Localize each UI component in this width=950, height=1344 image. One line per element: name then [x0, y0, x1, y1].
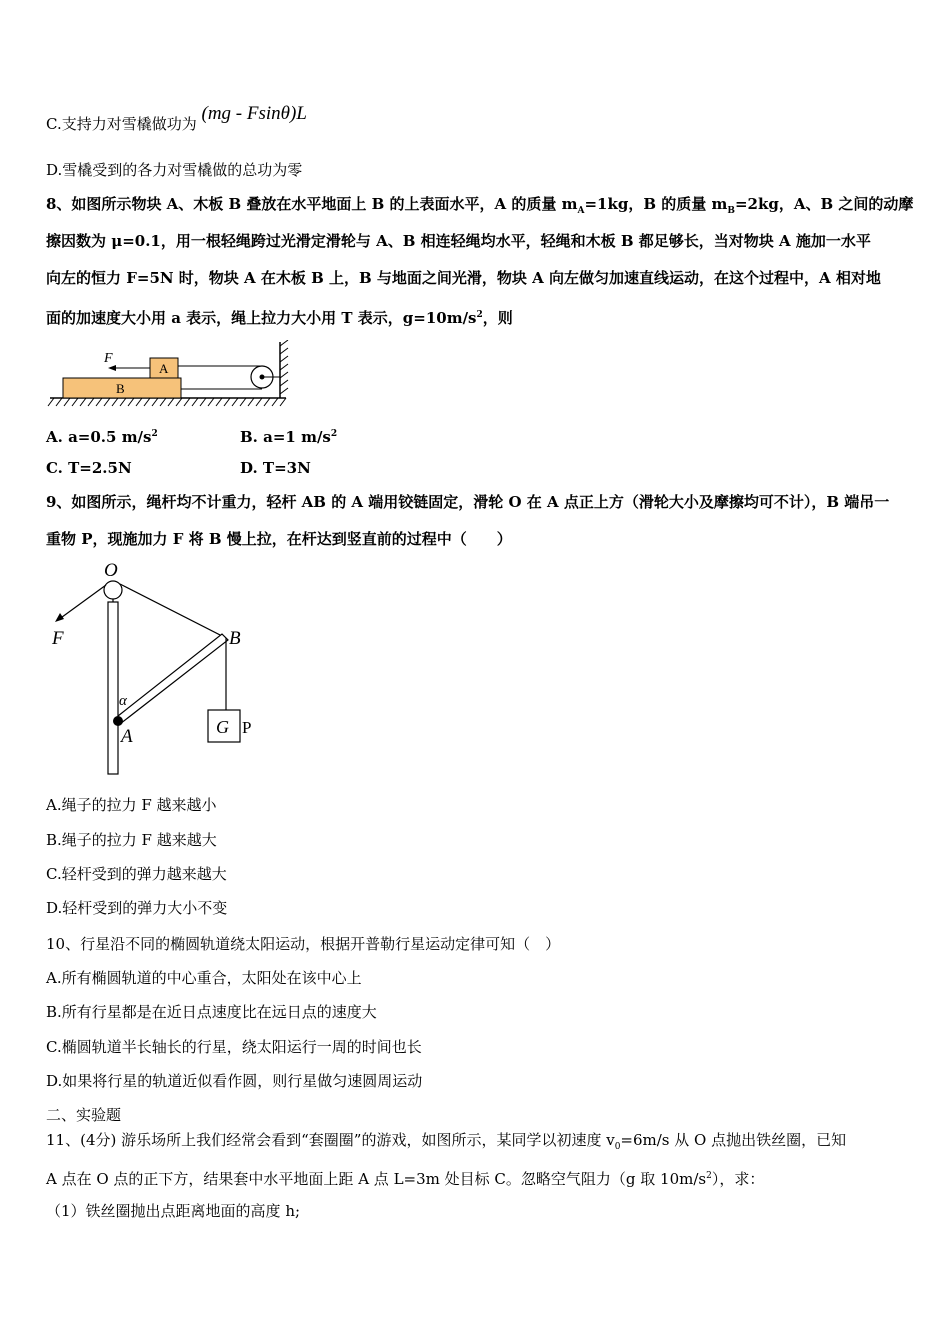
q8-option-a-text: A. a=0.5 m/s: [46, 428, 152, 446]
q11-line1-text: 11、(4分) 游乐场所上我们经常会看到“套圈圈”的游戏，如图所示，某同学以初速度 v: [46, 1131, 615, 1149]
q8-option-c: C. T=2.5N: [46, 459, 132, 477]
q8-stem-line3: 向左的恒力 F=5N 时，物块 A 在木板 B 上，B 与地面之间光滑，物块 A 向左做匀加速直线运动，在这个过程中，A 相对地: [46, 269, 881, 287]
q11-line2-text: A 点在 O 点的正下方，结果套中水平地面上距 A 点 L=3m 处目标 C。忽略空气阻力（g 取 10m/s: [46, 1170, 707, 1188]
q9-vertical-pole: [108, 602, 118, 774]
q9-pulley-o: [104, 581, 122, 599]
q8-line1b-text: =1kg，B 的质量 m: [584, 195, 728, 213]
q7-option-c-text: C.支持力对雪橇做功为: [46, 115, 197, 133]
q11-stem-line2: [46, 1166, 764, 1189]
q8-option-a: [46, 424, 158, 447]
q10-option-b: B.所有行星都是在近日点速度比在远日点的速度大: [46, 1003, 377, 1021]
q9-stem-line2: 重物 P，现施加力 F 将 B 慢上拉，在杆达到竖直前的过程中（ ）: [46, 530, 512, 548]
q7-option-d: D.雪橇受到的各力对雪橇做的总功为零: [46, 161, 303, 179]
q8-line4-sup: 2: [476, 310, 483, 320]
q7-option-c-formula: (mg - Fsinθ)L: [201, 103, 307, 124]
q11-line2-end: ），求：: [711, 1170, 765, 1188]
q11-line1-end: =6m/s 从 O 点抛出铁丝圈，已知: [620, 1131, 847, 1149]
q9-label-alpha: α: [119, 693, 127, 709]
q8-figure: [46, 340, 296, 410]
q8-label-b: B: [116, 381, 125, 396]
q8-option-a-sup: 2: [151, 429, 158, 439]
q10-option-a: A.所有椭圆轨道的中心重合，太阳处在该中心上: [46, 969, 362, 987]
q8-line1-text: 8、如图所示物块 A、木板 B 叠放在水平地面上 B 的上表面水平，A 的质量 m: [46, 195, 578, 213]
q8-ground-hatch: [48, 398, 286, 406]
q10-stem: 10、行星沿不同的椭圆轨道绕太阳运动，根据开普勒行星运动定律可知（ ）: [46, 935, 561, 953]
q11-line2-sup: 2: [706, 1171, 712, 1181]
q8-label-a: A: [159, 361, 169, 376]
q8-option-b: [240, 424, 337, 447]
q8-option-b-text: B. a=1 m/s: [240, 428, 331, 446]
q8-wall-hatch: [280, 340, 288, 394]
q8-line1-sub: A: [577, 206, 585, 216]
q7-option-c: [46, 103, 307, 134]
q9-label-a: A: [121, 726, 133, 747]
q8-option-b-sup: 2: [330, 429, 338, 439]
q9-label-f: F: [52, 628, 64, 649]
q9-label-p: P: [242, 718, 252, 737]
q10-option-c: C.椭圆轨道半长轴长的行星，绕太阳运行一周的时间也长: [46, 1038, 422, 1056]
q9-option-b: B.绳子的拉力 F 越来越大: [46, 831, 217, 849]
q9-option-c: C.轻杆受到的弹力越来越大: [46, 865, 227, 883]
q9-label-b: B: [229, 628, 241, 649]
q8-line1b-sub: B: [727, 206, 735, 216]
q9-rope-ob: [120, 584, 226, 638]
q10-option-d: D.如果将行星的轨道近似看作圆，则行星做匀速圆周运动: [46, 1072, 423, 1090]
q11-line1-sub: 0: [614, 1142, 621, 1152]
q8-stem-line2: 擦因数为 μ=0.1，用一根轻绳跨过光滑定滑轮与 A、B 相连轻绳均水平，轻绳和木板 B 都足够长，当对物块 A 施加一水平: [46, 232, 871, 250]
q11-stem-line1: [46, 1130, 846, 1157]
section-title-experiment: 二、实验题: [46, 1106, 122, 1124]
q8-stem-line1: [46, 194, 913, 221]
q8-line4-end: ，则: [482, 309, 513, 327]
q9-label-g: G: [216, 717, 229, 737]
q9-stem-line1: 9、如图所示，绳杆均不计重力，轻杆 AB 的 A 端用铰链固定，滑轮 O 在 A 点正上方（滑轮大小及摩擦均可不计），B 端吊一: [46, 493, 890, 511]
q8-label-f: F: [104, 351, 113, 366]
q9-rope-f: [58, 585, 106, 620]
q8-option-d: D. T=3N: [240, 459, 311, 477]
q9-hinge-a: [113, 716, 123, 726]
q8-stem-line4: [46, 305, 513, 328]
q9-option-d: D.轻杆受到的弹力大小不变: [46, 899, 228, 917]
q9-option-a: A.绳子的拉力 F 越来越小: [46, 796, 217, 814]
q9-figure: [46, 558, 276, 780]
q9-force-arrowhead: [55, 613, 64, 622]
q8-line4-text: 面的加速度大小用 a 表示，绳上拉力大小用 T 表示，g=10m/s: [46, 309, 477, 327]
q8-line1c-text: =2kg，A、B 之间的动摩: [734, 195, 914, 213]
q11-sub-question-1: （1）铁丝圈抛出点距离地面的高度 h;: [46, 1202, 301, 1220]
q9-label-o: O: [104, 560, 118, 581]
